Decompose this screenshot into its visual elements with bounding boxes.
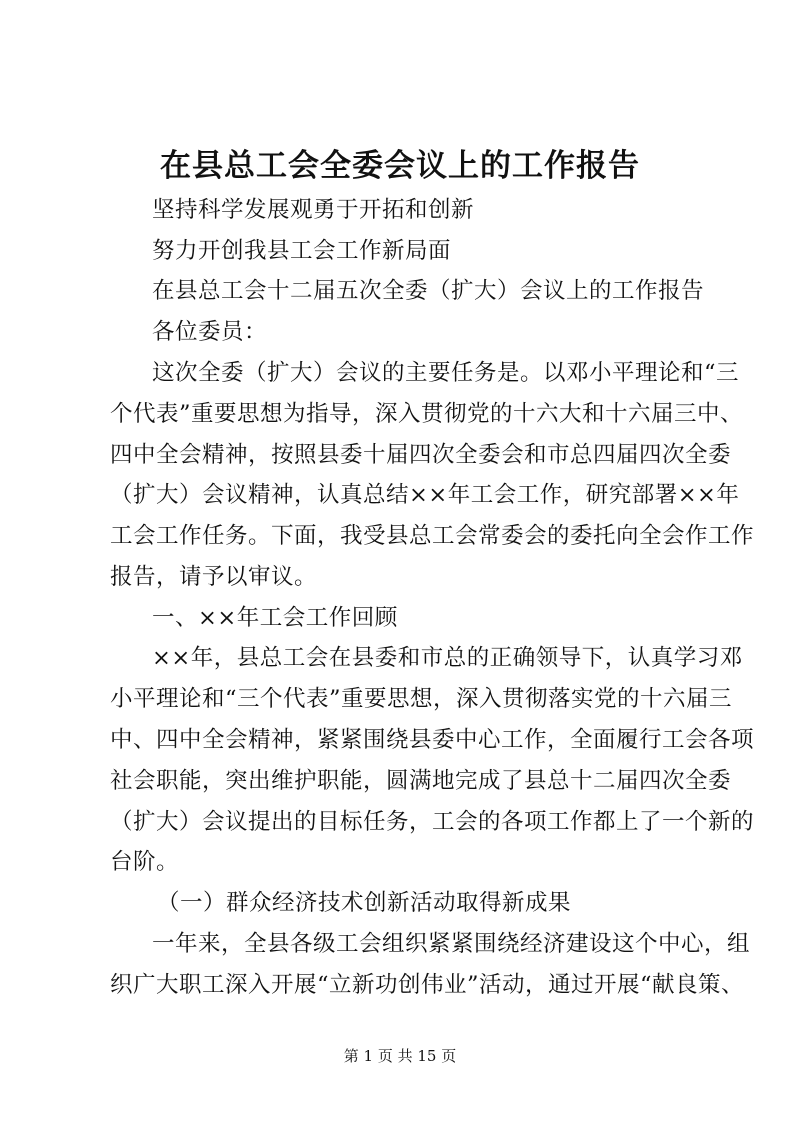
page-footer: 第 1 页 共 15 页 [343,1047,457,1065]
salutation: 各位委员： [152,319,268,345]
section-heading: 一、××年工会工作回顾 [152,605,398,631]
paragraph-line: （扩大）会议精神，认真总结××年工会工作，研究部署××年 [110,482,740,508]
subsection-heading: （一）群众经济技术创新活动取得新成果 [157,890,572,916]
paragraph-line: 小平理论和“三个代表”重要思想，深入贯彻落实党的十六届三 [110,686,733,712]
paragraph-line: 社会职能，突出维护职能，圆满地完成了县总十二届四次全委 [110,768,732,794]
paragraph-line: （扩大）会议提出的目标任务，工会的各项工作都上了一个新的 [110,809,755,835]
paragraph-line: 个代表”重要思想为指导，深入贯彻党的十六大和十六届三中、 [110,401,744,427]
paragraph-line: ××年，县总工会在县委和市总的正确领导下，认真学习邓 [152,645,743,671]
paragraph-line: 中、四中全会精神，紧紧围绕县委中心工作，全面履行工会各项 [110,727,755,753]
paragraph-line: 一年来，全县各级工会组织紧紧围绕经济建设这个中心，组 [152,931,751,957]
document-title: 在县总工会全委会议上的工作报告 [160,148,640,184]
paragraph-line: 报告，请予以审议。 [110,564,318,590]
paragraph-line: 四中全会精神，按照县委十届四次全委会和市总四届四次全委 [110,442,732,468]
subtitle-line-2: 努力开创我县工会工作新局面 [152,238,452,264]
paragraph-line: 台阶。 [110,849,180,875]
paragraph-line: 这次全委（扩大）会议的主要任务是。以邓小平理论和“三 [152,360,740,386]
subtitle-line-1: 坚持科学发展观勇于开拓和创新 [152,197,475,223]
paragraph-line: 织广大职工深入开展“立新功创伟业”活动，通过开展“献良策、 [110,972,745,998]
paragraph-line: 工会工作任务。下面，我受县总工会常委会的委托向全会作工作 [110,523,755,549]
report-subtitle: 在县总工会十二届五次全委（扩大）会议上的工作报告 [152,278,705,304]
